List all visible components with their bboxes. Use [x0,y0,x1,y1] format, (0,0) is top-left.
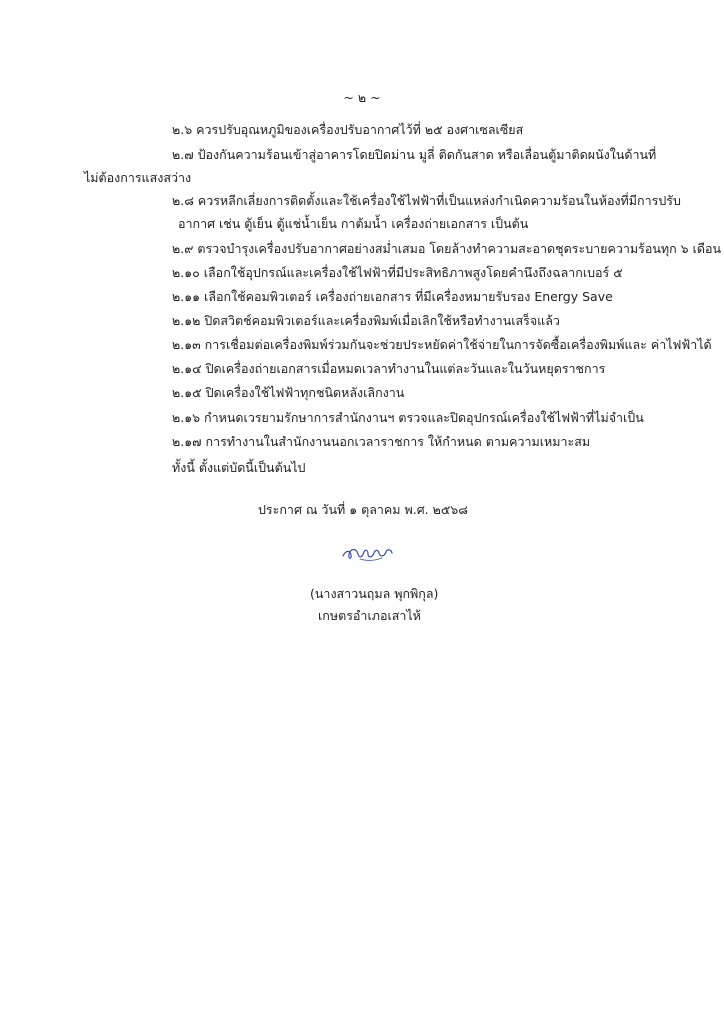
page-number: ~ ๒ ~ [343,90,381,105]
signer-title: เกษตรอำเภอเสาไห้ [318,608,421,623]
item-2-9: ๒.๙ ตรวจบำรุงเครื่องปรับอากาศอย่างสม่ำเสมอ โดยล้างทำความสะอาดชุดระบายความร้อนทุก ๖ เดือน [172,241,722,256]
item-2-13: ๒.๑๓ การเชื่อมต่อเครื่องพิมพ์ร่วมกันจะช่วยประหยัดค่าใช้จ่ายในการจัดซื้อเครื่องพิมพ์และ ค่าไฟฟ้าได้ [172,337,712,352]
item-2-14: ๒.๑๔ ปิดเครื่องถ่ายเอกสารเมื่อหมดเวลาทำงานในแต่ละวันและในวันหยุดราชการ [172,361,606,376]
announcement-date: ประกาศ ณ วันที่ ๑ ตุลาคม พ.ศ. ๒๕๖๘ [258,502,468,517]
item-2-7-cont: ไม่ต้องการแสงสว่าง [84,170,192,185]
item-2-8: ๒.๘ ควรหลีกเลี่ยงการติดตั้งและใช้เครื่องใช้ไฟฟ้าที่เป็นแหล่งกำเนิดความร้อนในห้องที่มีการปรับ [172,193,681,208]
item-2-16: ๒.๑๖ กำหนดเวรยามรักษาการสำนักงานฯ ตรวจและปิดอุปกรณ์เครื่องใช้ไฟฟ้าที่ไม่จำเป็น [172,410,644,425]
item-2-7: ๒.๗ ป้องกันความร้อนเข้าสู่อาคารโดยปิดม่าน มูลี่ ติดกันสาด หรือเลื่อนตู้มาติดผนังในด้านที่ [172,147,657,162]
closing-text: ทั้งนี้ ตั้งแต่บัดนี้เป็นต้นไป [172,460,306,475]
item-2-10: ๒.๑๐ เลือกใช้อุปกรณ์และเครื่องใช้ไฟฟ้าที่มีประสิทธิภาพสูงโดยคำนึงถึงฉลากเบอร์ ๕ [172,265,623,280]
item-2-15: ๒.๑๕ ปิดเครื่องใช้ไฟฟ้าทุกชนิดหลังเลิกงาน [172,385,405,400]
signer-name: (นางสาวนฤมล พุกพิกุล) [310,586,439,601]
item-2-6: ๒.๖ ควรปรับอุณหภูมิของเครื่องปรับอากาศไว้ที่ ๒๕ องศาเซลเซียส [172,122,524,137]
handwritten-signature [340,542,396,564]
item-2-11: ๒.๑๑ เลือกใช้คอมพิวเตอร์ เครื่องถ่ายเอกสาร ที่มีเครื่องหมายรับรอง Energy Save [172,289,613,304]
item-2-12: ๒.๑๒ ปิดสวิตช์คอมพิวเตอร์และเครื่องพิมพ์เมื่อเลิกใช้หรือทำงานเสร็จแล้ว [172,313,560,328]
item-2-17: ๒.๑๗ การทำงานในสำนักงานนอกเวลาราชการ ให้กำหนด ตามความเหมาะสม [172,434,591,449]
item-2-8-cont: อากาศ เช่น ตู้เย็น ตู้แช่น้ำเย็น กาต้มน้ำ เครื่องถ่ายเอกสาร เป็นต้น [178,216,529,231]
